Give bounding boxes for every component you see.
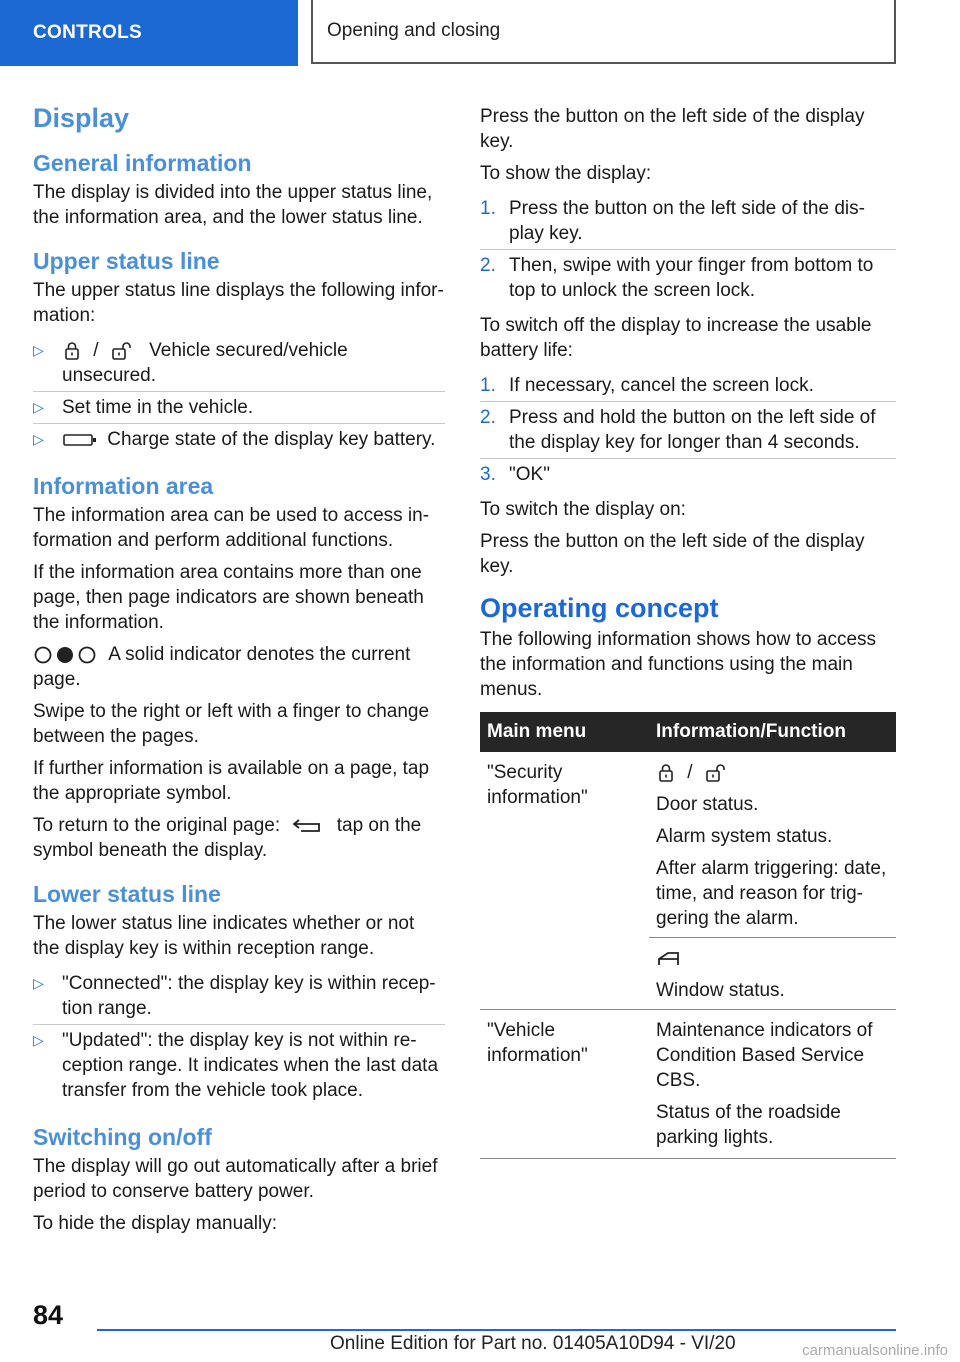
upper-item-text: Charge state of the display key battery. [107, 429, 436, 450]
off-steps-list [480, 370, 896, 490]
window-subcell [656, 938, 889, 1003]
table-row [480, 752, 896, 1010]
page-number: 84 [33, 1300, 64, 1330]
left-column [33, 98, 445, 1243]
lower-status-list [33, 968, 445, 1106]
main-menu-table [480, 712, 896, 1159]
lock-closed-icon [62, 341, 82, 361]
list-item [480, 250, 896, 306]
upper-intro: The upper status line displays the following infor‐mation: [33, 280, 444, 326]
list-item [33, 968, 445, 1025]
lock-icons-line [656, 760, 889, 785]
alarm-trigger: After alarm triggering: date, time, and reason for trig‐gering the alarm. [656, 858, 887, 929]
triangle-bullet-icon: ▷ [33, 975, 44, 991]
step-number: 1. [480, 198, 496, 219]
security-subcell [649, 760, 896, 938]
list-item [480, 193, 896, 250]
heading-operating-concept: Operating concept [480, 593, 719, 623]
header-chapter-tab [311, 0, 896, 64]
heading-upper-status-line: Upper status line [33, 248, 220, 274]
switching-p1: The display will go out automatically after a brief period to conserve battery power. [33, 1156, 438, 1202]
footer-divider [97, 1329, 896, 1331]
slash-separator: / [687, 762, 693, 783]
table-header-main-menu: Main menu [480, 712, 649, 752]
alarm-status: Alarm system status. [656, 826, 833, 847]
watermark: carmanualsonline.info [802, 1342, 948, 1359]
right-p1: Press the button on the left side of the display key. [480, 106, 865, 152]
triangle-bullet-icon: ▷ [33, 1032, 44, 1048]
right-p2: To show the display: [480, 163, 652, 184]
lock-open-icon [110, 341, 138, 361]
right-p5: Press the button on the left side of the display key. [480, 531, 865, 577]
list-item [33, 335, 445, 392]
list-item [33, 424, 445, 455]
battery-icon [62, 432, 98, 448]
list-item [33, 392, 445, 424]
info-p6a: To return to the original page: [33, 815, 281, 836]
step-text: If necessary, cancel the screen lock. [509, 375, 814, 396]
show-steps-list [480, 193, 896, 306]
list-item [480, 402, 896, 459]
right-p3: To switch off the display to increase the usable battery life: [480, 315, 872, 361]
list-item [33, 1025, 445, 1106]
step-number: 2. [480, 407, 496, 428]
step-text: Press and hold the button on the left side of the display key for longer than 4 seconds. [509, 407, 876, 453]
info-p3-paragraph [33, 642, 445, 692]
lock-open-icon [704, 763, 732, 783]
window-icon-line [656, 946, 889, 971]
header-section-tab [0, 0, 298, 66]
table-header-information-function: Information/Function [649, 712, 896, 752]
step-text: "OK" [509, 464, 550, 485]
triangle-bullet-icon: ▷ [33, 399, 44, 415]
lower-item-text: "Updated": the display key is not within re‐ception range. It indicates when the last data transfer from the vehicle took place. [62, 1030, 439, 1101]
step-number: 1. [480, 375, 496, 396]
parking-lights-text: Status of the roadside parking lights. [656, 1102, 841, 1148]
lower-intro: The lower status line indicates whether or not the display key is within reception range. [33, 913, 415, 959]
page-title: Display [33, 103, 130, 133]
right-p4: To switch the display on: [480, 499, 686, 520]
step-number: 3. [480, 464, 496, 485]
upper-item-text: Set time in the vehicle. [62, 397, 254, 418]
window-status: Window status. [656, 980, 785, 1001]
info-p3: A solid indicator denotes the current page. [33, 644, 411, 690]
header-chapter-label: Opening and closing [327, 20, 501, 41]
heading-lower-status-line: Lower status line [33, 881, 221, 907]
list-item [480, 370, 896, 402]
table-header-row [480, 712, 896, 752]
table-cell-menu: "Vehicle information" [480, 1010, 649, 1159]
right-column [480, 104, 896, 1159]
lock-closed-icon [656, 763, 676, 783]
upper-status-list [33, 335, 445, 455]
slash-separator: / [93, 340, 99, 361]
list-item [480, 459, 896, 490]
heading-general-information: General information [33, 150, 252, 176]
step-number: 2. [480, 255, 496, 276]
heading-information-area: Information area [33, 473, 214, 499]
lower-item-text: "Connected": the display key is within recep‐tion range. [62, 973, 436, 1019]
triangle-bullet-icon: ▷ [33, 431, 44, 447]
info-p2: If the information area contains more than one page, then page indicators are shown beneath the information. [33, 562, 424, 633]
concept-intro: The following information shows how to access the information and functions using the main menus. [480, 629, 877, 700]
table-cell-function [649, 752, 896, 1010]
info-p1: The information area can be used to access in‐formation and perform additional functions. [33, 505, 430, 551]
triangle-bullet-icon: ▷ [33, 342, 44, 358]
info-p6b: tap on the symbol beneath the display. [33, 815, 422, 861]
heading-switching-on-off: Switching on/off [33, 1124, 212, 1150]
table-cell-menu: "Security information" [480, 752, 649, 1010]
general-text: The display is divided into the upper status line, the information area, and the lower status line. [33, 182, 433, 228]
back-arrow-icon [289, 816, 327, 836]
footer-edition: Online Edition for Part no. 01405A10D94 - VI/20 [330, 1333, 736, 1354]
switching-p2: To hide the display manually: [33, 1213, 277, 1234]
header-section-label: CONTROLS [33, 22, 143, 43]
door-status: Door status. [656, 794, 759, 815]
maintenance-text: Maintenance indicators of Condition Based Service CBS. [656, 1020, 873, 1091]
page-indicator-icon [33, 645, 99, 665]
info-p6-paragraph [33, 813, 445, 863]
upper-item-text: Vehicle secured/vehicle unsecured. [62, 340, 348, 386]
step-text: Then, swipe with your finger from bottom to top to unlock the screen lock. [509, 255, 874, 301]
table-cell-function [649, 1010, 896, 1159]
info-p5: If further information is available on a page, tap the appropriate symbol. [33, 758, 430, 804]
info-p4: Swipe to the right or left with a finger to change between the pages. [33, 701, 430, 747]
window-icon [656, 949, 682, 969]
step-text: Press the button on the left side of the dis‐play key. [509, 198, 865, 244]
table-row [480, 1010, 896, 1159]
